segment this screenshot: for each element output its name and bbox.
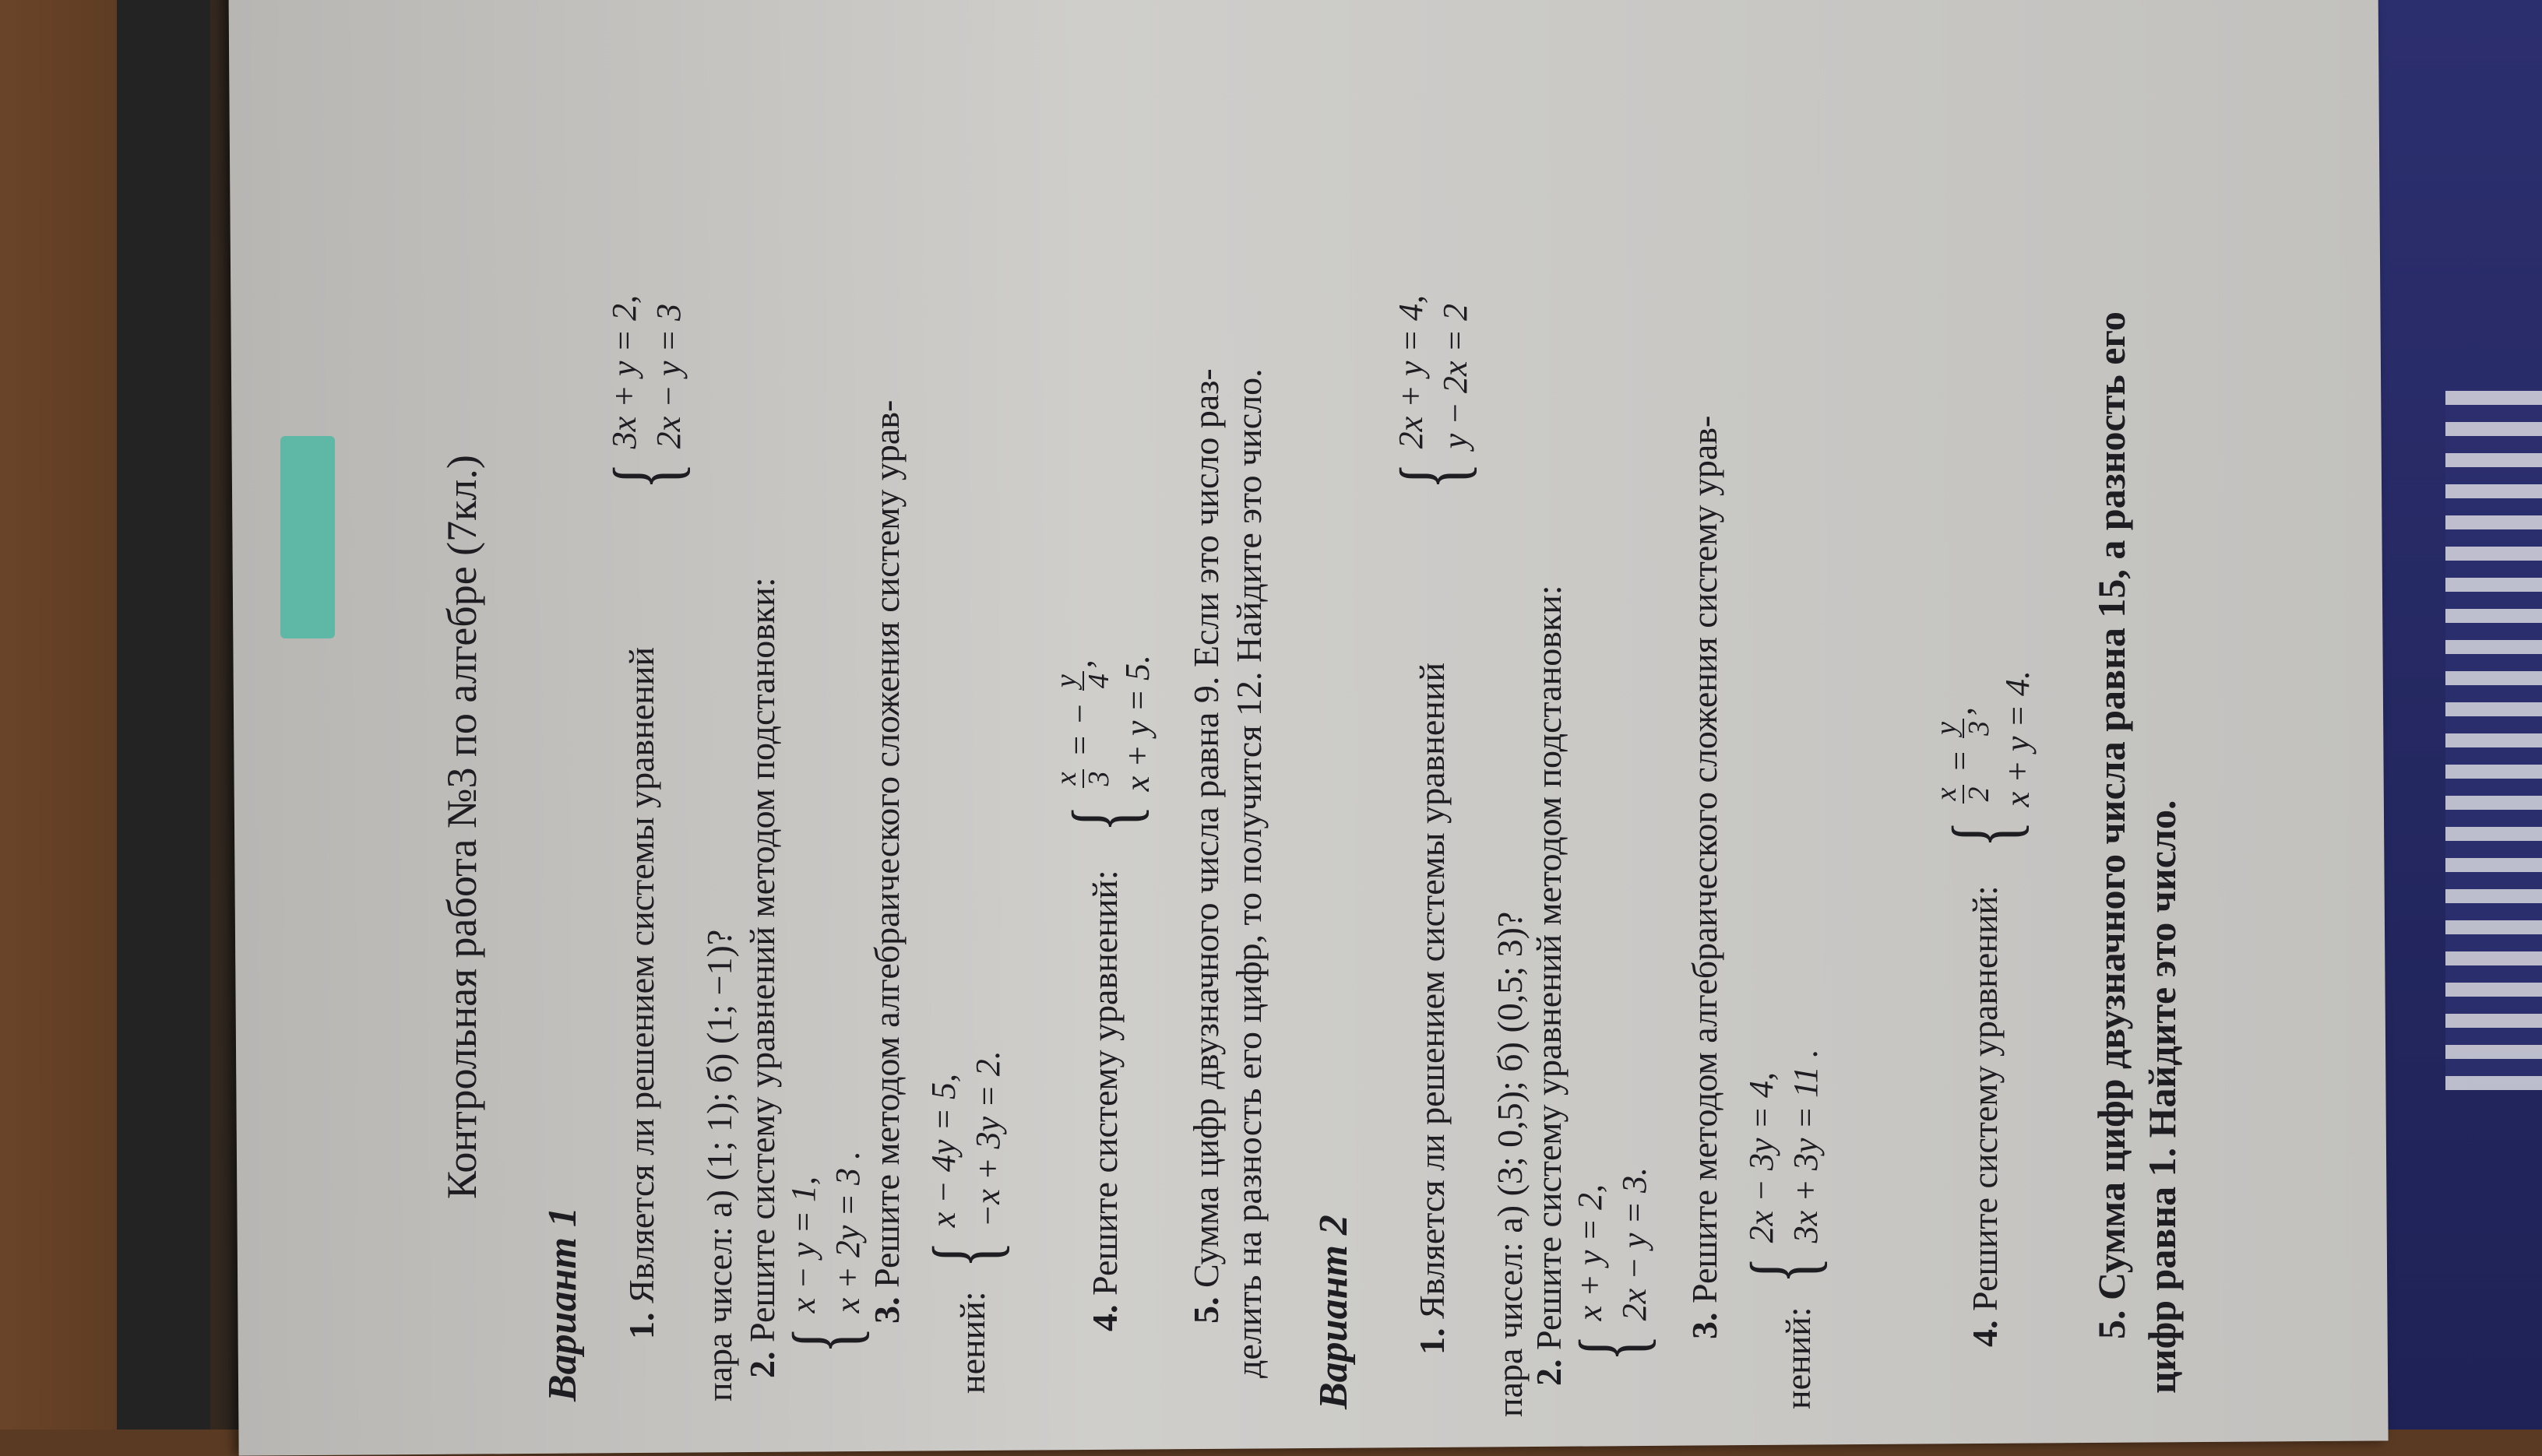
v2-task3-system: { 2x − 3y = 4, 3x + 3y = 11 .	[1731, 1049, 1835, 1284]
v1-task1: 1. Является ли решением системы уравнений	[621, 646, 661, 1339]
green-tab	[280, 436, 335, 638]
book-pattern	[2445, 389, 2542, 1090]
dark-edge	[117, 0, 210, 1430]
v2-task5-line2: цифр равна 1. Найдите это число.	[2140, 800, 2184, 1394]
v1-task2-system: { x − y = 1, x + 2y = 3 .	[773, 1150, 877, 1354]
v2-task5: 5. Сумма цифр двузначного числа равна 15, а разность его	[2090, 311, 2133, 1339]
variant2-heading: Вариант 2	[1311, 1215, 1356, 1409]
v2-task1-pairs: пара чисел: а) (3; 0,5); б) (0,5; 3)?	[1490, 911, 1530, 1417]
v1-task1-system: { 3x + y = 2, 2x − y = 3	[594, 294, 698, 490]
v2-task2: 2. Решите систему уравнений методом подстановки:	[1529, 585, 1569, 1386]
v1-task4: 4. Решите систему уравнений:	[1085, 870, 1125, 1331]
v1-task3: 3. Решите методом алгебраического сложения систему урав-	[867, 399, 907, 1324]
v2-task1-system: { 2x + y = 4, y − 2x = 2	[1381, 294, 1484, 490]
v2-task3-cont: нений:	[1778, 1307, 1818, 1409]
v1-task2: 2. Решите систему уравнений методом подстановки:	[742, 577, 782, 1378]
worksheet	[405, 101, 2368, 1425]
v1-task3-system: { x − 4y = 5, −x + 3y = 2.	[914, 1050, 1017, 1268]
v1-task5: 5. Сумма цифр двузначного числа равна 9. Если это число раз-	[1186, 368, 1226, 1324]
v1-task1-pairs: пара чисел: а) (1; 1); б) (1; −1)?	[699, 929, 739, 1401]
v2-task4-system: { x 2 = y 3 , x + y = 4.	[1930, 670, 2037, 848]
v2-task3: 3. Решите методом алгебраического сложения систему урав-	[1685, 415, 1724, 1339]
v1-task3-cont: нений:	[952, 1291, 992, 1394]
v2-task2-system: { x + y = 2, 2x − y = 3.	[1560, 1166, 1664, 1362]
v2-task1: 1. Является ли решением системы уравнений	[1412, 662, 1452, 1355]
variant1-heading: Вариант 1	[540, 1207, 585, 1401]
page-title: Контрольная работа №3 по алгебре (7кл.)	[438, 455, 485, 1199]
v2-task4: 4. Решите систему уравнений:	[1965, 885, 2005, 1347]
v1-task4-system: { x 3 = − y 4 , x + y = 5.	[1050, 654, 1157, 832]
v1-task5-line2: делить на разность его цифр, то получится 12. Найдите это число.	[1229, 368, 1269, 1378]
